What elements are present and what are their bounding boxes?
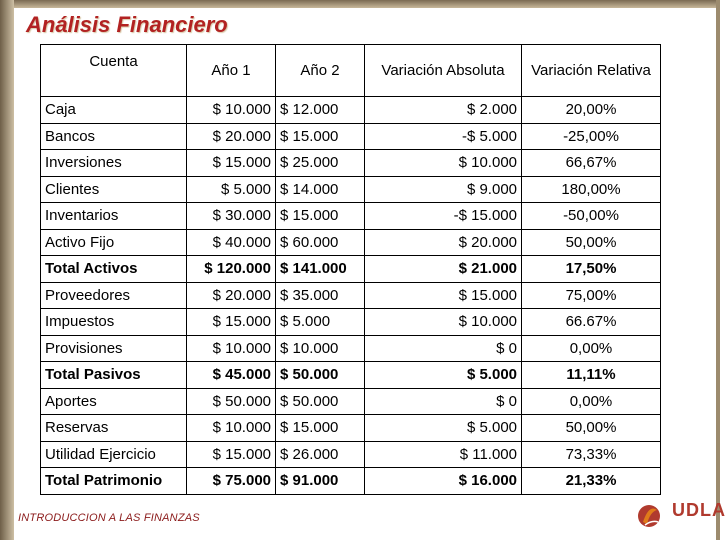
cell-year-2: $ 35.000 — [276, 282, 365, 309]
cell-variacion-absoluta: $ 0 — [365, 388, 522, 415]
table-row — [41, 150, 661, 177]
footer-course-name: INTRODUCCION A LAS FINANZAS — [18, 512, 200, 524]
cell-year-2: $ 50.000 — [276, 388, 365, 415]
cell-year-2: $ 12.000 — [276, 97, 365, 124]
logo-text: UDLA — [672, 500, 726, 520]
financial-table — [40, 44, 661, 495]
table-row — [41, 282, 661, 309]
table-row — [41, 176, 661, 203]
cell-variacion-absoluta: $ 11.000 — [365, 441, 522, 468]
cell-cuenta: Activo Fijo — [41, 229, 187, 256]
table-row — [41, 415, 661, 442]
table-body — [41, 97, 661, 495]
table-header-row — [41, 45, 661, 97]
cell-year-2: $ 25.000 — [276, 150, 365, 177]
cell-year-2: $ 26.000 — [276, 441, 365, 468]
cell-year-1: $ 120.000 — [187, 256, 276, 283]
cell-variacion-relativa: 17,50% — [522, 256, 661, 283]
table-row — [41, 123, 661, 150]
cell-variacion-relativa: 0,00% — [522, 335, 661, 362]
cell-year-2: $ 15.000 — [276, 123, 365, 150]
cell-variacion-absoluta: $ 15.000 — [365, 282, 522, 309]
table-total-row — [41, 256, 661, 283]
cell-cuenta: Bancos — [41, 123, 187, 150]
cell-variacion-relativa: 66,67% — [522, 150, 661, 177]
slide-title: Análisis Financiero — [26, 12, 228, 37]
cell-variacion-absoluta: $ 21.000 — [365, 256, 522, 283]
cell-variacion-relativa: 0,00% — [522, 388, 661, 415]
cell-variacion-relativa: 20,00% — [522, 97, 661, 124]
slide-frame-right — [716, 0, 720, 540]
cell-variacion-absoluta: -$ 5.000 — [365, 123, 522, 150]
cell-year-1: $ 20.000 — [187, 282, 276, 309]
cell-year-1: $ 45.000 — [187, 362, 276, 389]
cell-variacion-absoluta: $ 20.000 — [365, 229, 522, 256]
cell-year-1: $ 10.000 — [187, 97, 276, 124]
cell-variacion-relativa: 21,33% — [522, 468, 661, 495]
header-variacion-absoluta: Variación Absoluta — [365, 45, 522, 97]
cell-variacion-relativa: 66.67% — [522, 309, 661, 336]
cell-year-2: $ 10.000 — [276, 335, 365, 362]
cell-variacion-absoluta: $ 10.000 — [365, 309, 522, 336]
cell-variacion-relativa: 73,33% — [522, 441, 661, 468]
cell-variacion-absoluta: $ 16.000 — [365, 468, 522, 495]
cell-cuenta: Aportes — [41, 388, 187, 415]
slide-frame-top — [0, 0, 720, 8]
cell-year-2: $ 15.000 — [276, 203, 365, 230]
cell-year-1: $ 20.000 — [187, 123, 276, 150]
cell-variacion-relativa: 50,00% — [522, 229, 661, 256]
cell-year-1: $ 5.000 — [187, 176, 276, 203]
cell-year-2: $ 91.000 — [276, 468, 365, 495]
cell-variacion-relativa: -25,00% — [522, 123, 661, 150]
cell-year-2: $ 60.000 — [276, 229, 365, 256]
cell-variacion-absoluta: $ 5.000 — [365, 362, 522, 389]
table-row — [41, 203, 661, 230]
cell-year-1: $ 15.000 — [187, 150, 276, 177]
cell-cuenta: Total Activos — [41, 256, 187, 283]
cell-cuenta: Inversiones — [41, 150, 187, 177]
cell-year-1: $ 40.000 — [187, 229, 276, 256]
header-year-1: Año 1 — [187, 45, 276, 97]
cell-cuenta: Clientes — [41, 176, 187, 203]
cell-variacion-absoluta: $ 5.000 — [365, 415, 522, 442]
cell-year-1: $ 15.000 — [187, 309, 276, 336]
cell-year-1: $ 30.000 — [187, 203, 276, 230]
cell-cuenta: Total Patrimonio — [41, 468, 187, 495]
cell-year-2: $ 5.000 — [276, 309, 365, 336]
table-row — [41, 388, 661, 415]
cell-year-1: $ 15.000 — [187, 441, 276, 468]
cell-variacion-absoluta: $ 9.000 — [365, 176, 522, 203]
cell-cuenta: Total Pasivos — [41, 362, 187, 389]
cell-year-1: $ 10.000 — [187, 415, 276, 442]
cell-cuenta: Proveedores — [41, 282, 187, 309]
cell-variacion-relativa: 11,11% — [522, 362, 661, 389]
cell-variacion-relativa: -50,00% — [522, 203, 661, 230]
cell-cuenta: Utilidad Ejercicio — [41, 441, 187, 468]
cell-cuenta: Impuestos — [41, 309, 187, 336]
table-row — [41, 97, 661, 124]
header-year-2: Año 2 — [276, 45, 365, 97]
header-cuenta: Cuenta — [41, 45, 187, 97]
cell-year-2: $ 14.000 — [276, 176, 365, 203]
cell-year-2: $ 141.000 — [276, 256, 365, 283]
cell-variacion-relativa: 50,00% — [522, 415, 661, 442]
cell-year-1: $ 50.000 — [187, 388, 276, 415]
cell-variacion-absoluta: $ 2.000 — [365, 97, 522, 124]
cell-cuenta: Caja — [41, 97, 187, 124]
table-total-row — [41, 362, 661, 389]
cell-cuenta: Reservas — [41, 415, 187, 442]
table-row — [41, 229, 661, 256]
table-total-row — [41, 468, 661, 495]
header-variacion-relativa: Variación Relativa — [522, 45, 661, 97]
cell-year-2: $ 15.000 — [276, 415, 365, 442]
table-row — [41, 309, 661, 336]
table-row — [41, 441, 661, 468]
cell-year-1: $ 75.000 — [187, 468, 276, 495]
cell-variacion-relativa: 180,00% — [522, 176, 661, 203]
cell-cuenta: Provisiones — [41, 335, 187, 362]
cell-variacion-absoluta: $ 0 — [365, 335, 522, 362]
cell-cuenta: Inventarios — [41, 203, 187, 230]
cell-variacion-absoluta: $ 10.000 — [365, 150, 522, 177]
slide-frame-left — [0, 0, 14, 540]
cell-variacion-relativa: 75,00% — [522, 282, 661, 309]
cell-year-1: $ 10.000 — [187, 335, 276, 362]
cell-year-2: $ 50.000 — [276, 362, 365, 389]
cell-variacion-absoluta: -$ 15.000 — [365, 203, 522, 230]
table-row — [41, 335, 661, 362]
